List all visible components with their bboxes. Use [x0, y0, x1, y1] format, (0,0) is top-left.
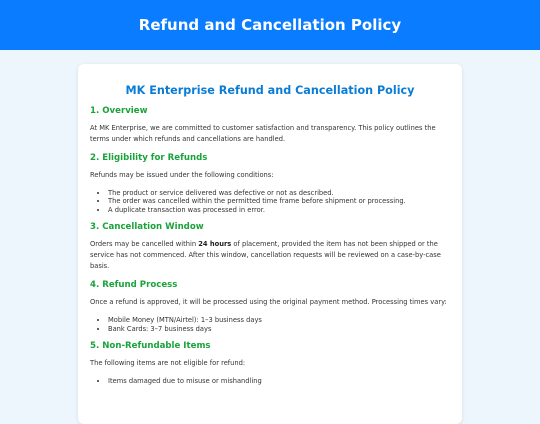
header-bar — [0, 0, 540, 50]
section-heading: 4. Refund Process — [90, 280, 178, 291]
section-text: Once a refund is approved, it will be processed using the original payment method. Processing times vary: — [90, 298, 447, 307]
section-overview — [90, 106, 450, 145]
list-item: • A duplicate transaction was processed in error. — [108, 206, 450, 214]
section-heading: 2. Eligibility for Refunds — [90, 153, 208, 163]
section-eligibility — [90, 153, 450, 214]
processing-times-list — [90, 316, 450, 333]
non-refundable-list — [90, 377, 450, 385]
section-heading: 1. Overview — [90, 106, 148, 116]
section-non-refundable — [90, 341, 450, 385]
text-segment: Orders may be cancelled within — [90, 240, 199, 249]
list-item: • Mobile Money (MTN/Airtel): 1–3 business days — [108, 316, 450, 324]
text-segment: of placement, provided the item has not been shipped or the service has not commenced. After this window, cancellation requests will be reviewed on a case-by-case basis. — [90, 240, 441, 271]
list-item: • The order was cancelled within the permitted time frame before shipment or processing. — [108, 197, 450, 205]
section-text — [90, 239, 450, 272]
section-heading: 3. Cancellation Window — [90, 222, 204, 233]
policy-card — [78, 64, 462, 424]
section-heading: 5. Non-Refundable Items — [90, 341, 211, 352]
list-item: • The product or service delivered was defective or not as described. — [108, 189, 450, 197]
list-item: • Bank Cards: 3–7 business days — [108, 325, 450, 333]
section-cancellation-window — [90, 222, 450, 272]
section-text: At MK Enterprise, we are committed to customer satisfaction and transparency. This policy outlines the terms under which refunds and cancellations are handled. — [90, 124, 436, 143]
section-text: The following items are not eligible for refund: — [90, 359, 246, 368]
emphasis-text: 24 hours — [198, 240, 232, 249]
eligibility-list — [90, 189, 450, 214]
section-refund-process — [90, 280, 450, 333]
page-title: Refund and Cancellation Policy — [138, 16, 402, 34]
policy-title: MK Enterprise Refund and Cancellation Policy — [125, 84, 415, 97]
list-item: • Items damaged due to misuse or mishandling — [108, 377, 450, 385]
section-text: Refunds may be issued under the following conditions: — [90, 171, 274, 179]
